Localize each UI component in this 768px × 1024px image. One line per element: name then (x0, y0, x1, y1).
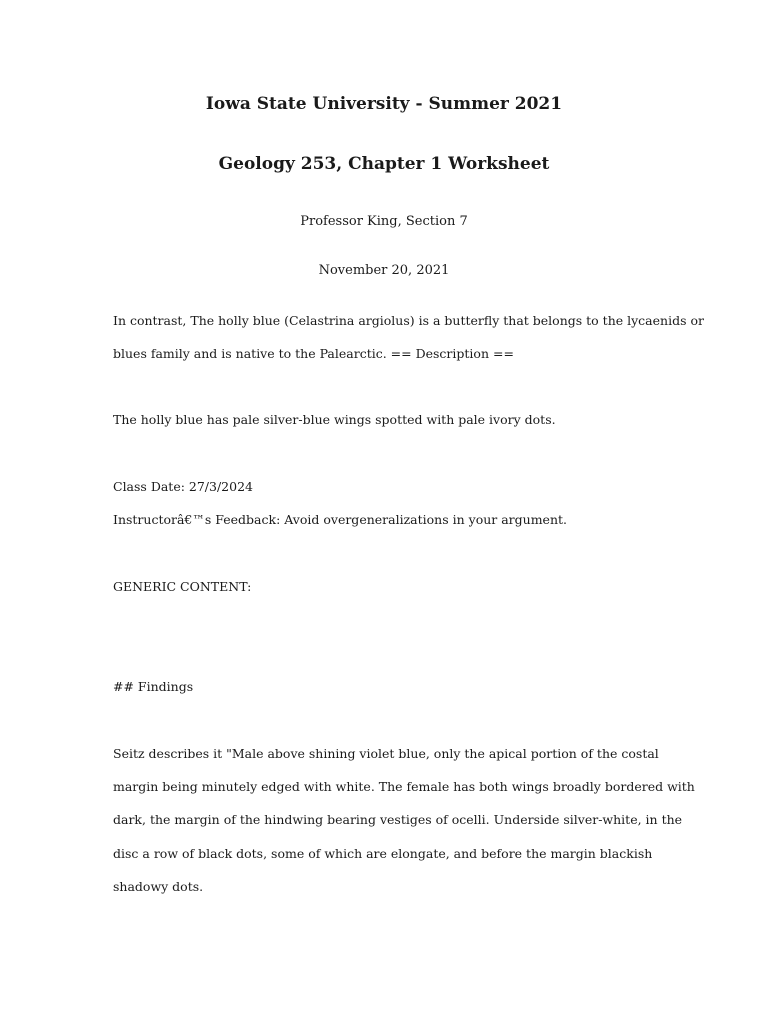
findings-paragraph-line: Seitz describes it "Male above shining violet blue, only the apical portion of the costal (113, 746, 659, 761)
intro-paragraph-line: blues family and is native to the Palearctic. == Description == (113, 346, 514, 361)
generic-content-label: GENERIC CONTENT: (113, 579, 252, 594)
findings-paragraph-line: shadowy dots. (113, 879, 204, 894)
instructor-feedback: Instructorâ€™s Feedback: Avoid overgeneralizations in your argument. (113, 512, 567, 527)
findings-paragraph-line: margin being minutely edged with white. The female has both wings broadly bordered with (113, 779, 695, 794)
findings-heading: ## Findings (113, 679, 194, 694)
findings-paragraph-line: disc a row of black dots, some of which are elongate, and before the margin blackish (113, 846, 653, 861)
professor-line: Professor King, Section 7 (300, 214, 468, 229)
class-date: Class Date: 27/3/2024 (113, 479, 253, 494)
university-title: Iowa State University - Summer 2021 (205, 94, 563, 114)
course-title: Geology 253, Chapter 1 Worksheet (218, 154, 550, 174)
date-line: November 20, 2021 (318, 263, 450, 278)
findings-paragraph-line: dark, the margin of the hindwing bearing vestiges of ocelli. Underside silver-white, in the (113, 812, 683, 827)
intro-paragraph-line: In contrast, The holly blue (Celastrina argiolus) is a butterfly that belongs to the lycaenids or (113, 313, 704, 328)
description-line: The holly blue has pale silver-blue wings spotted with pale ivory dots. (113, 412, 556, 427)
